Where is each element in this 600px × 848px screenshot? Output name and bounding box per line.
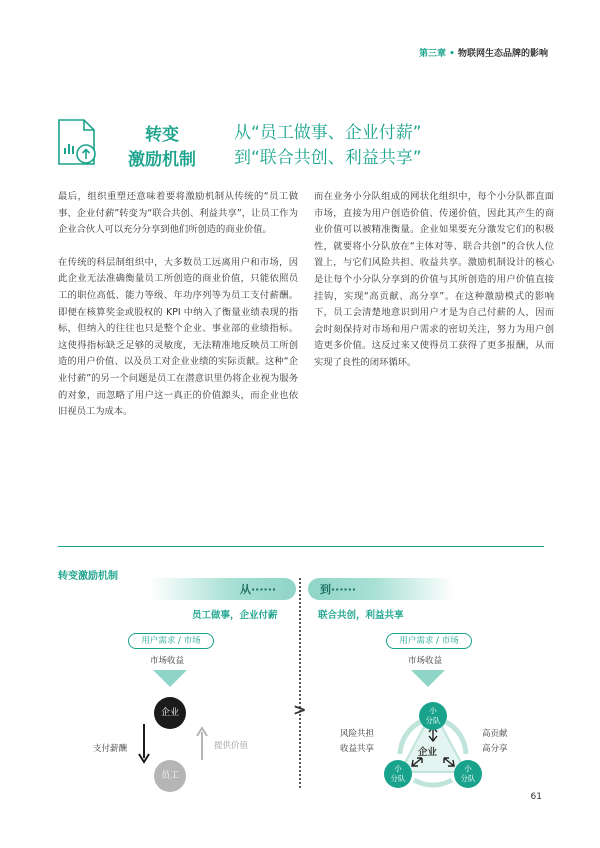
value-arrow-icon [196,726,208,760]
team-label: 小 [429,706,437,715]
contribution-line2: 高分享 [482,744,508,754]
chapter-number: 第三章 [418,49,446,59]
user-demand-pill-right: 用户需求 / 市场 [386,633,472,649]
staff-circle: 员工 [154,760,186,792]
market-income-right: 市场收益 [408,656,443,666]
compare-symbol: > [293,700,307,719]
section-title-left [128,123,196,173]
to-label: 到······ [320,583,357,596]
chapter-header [419,46,548,59]
from-banner [150,578,296,600]
risk-share-line2: 收益共享 [340,744,375,754]
section-title-right [234,121,422,171]
body-column-left [58,189,298,437]
dotted-separator [299,578,301,788]
team-label: 小 [394,764,402,773]
down-arrow-right-icon [411,670,445,687]
down-arrow-left-icon [153,670,187,687]
company-circle: 企业 [154,697,186,729]
document-upload-icon [56,118,100,168]
market-income-left: 市场收益 [150,656,185,666]
provide-value-label: 提供价值 [214,741,249,751]
page-number: 61 [530,792,542,802]
user-demand-pill-left: 用户需求 / 市场 [128,633,214,649]
right-subtitle: 联合共创，利益共享 [318,610,404,621]
title-left-line2: 激励机制 [128,150,196,170]
team-label: 分队 [390,774,406,783]
pay-salary-label: 支付薪酬 [93,744,128,754]
diagram-label: 转变激励机制 [58,571,118,582]
body-column-right [314,189,554,388]
team-circle-right [454,760,482,788]
paragraph: 最后，组织重塑还意味着要将激励机制从传统的“员工做事、企业付薪”转变为“联合共创、利益共享”，让员工作为企业合伙人可以充分分享到他们所创造的商业价值。 [58,191,298,236]
paragraph: 在传统的科层制组织中，大多数员工远离用户和市场，因此企业无法准确衡量员工所创造的商业价值，只能依照员工的职位高低、能力等级、年功序列等为员工支付薪酬。即便在核算奖金或股权的 KPI 中纳入了衡量业绩表现的指标，但纳入的往往也只是整个企业、事业部的业绩指标。这使得指标缺乏足够的灵敏度，无法精准地反映员工所创造的用户价值、以及员工对企业业绩的实际贡献。这种“企业付薪”的另一个问题是员工在潜意识里仍将企业视为服务的对象，而忽略了用户这一真正的价值源头，而企业也依旧视员工为成本。 [58,256,298,418]
pay-arrow-icon [138,724,150,764]
title-right-line1: 从“员工做事、企业付薪” [234,123,422,143]
chapter-title: 物联网生态品牌的影响 [457,49,548,59]
contribution-line1: 高贡献 [482,729,508,739]
team-label: 分队 [425,716,441,725]
title-left-line1: 转变 [145,125,179,145]
left-subtitle: 员工做事，企业付薪 [192,610,278,621]
paragraph: 而在业务小分队组成的网状化组织中，每个小分队都直面市场，直接为用户创造价值、传递价值，因此其产生的商业价值可以被精准衡量。企业如果要充分激发它们的积极性，就要将小分队放在“主体对等、联合共创”的合伙人位置上，与它们风险共担、收益共享。激励机制设计的核心是让每个小分队分享到的价值与其所创造的用户价值直接挂钩，实现“高贡献、高分享”。在这种激励模式的影响下，员工会清楚地意识到用户才是为自己付薪的人，因而会时刻保持对市场和用户需求的密切关注，努力为用户创造更多价值。这反过来又使得员工获得了更多报酬，从而实现了良性的闭环循环。 [314,191,554,368]
company-center-label: 企业 [418,747,438,758]
to-banner [308,578,454,600]
chapter-dot: • [445,49,458,59]
title-right-line2: 到“联合共创、利益共享” [234,148,422,168]
risk-share-line1: 风险共担 [340,729,375,739]
team-label: 分队 [460,774,476,783]
from-label: 从······ [240,583,277,596]
team-label: 小 [464,764,472,773]
section-divider [58,546,544,547]
team-circle-left [384,760,412,788]
team-circle-top [419,702,447,730]
